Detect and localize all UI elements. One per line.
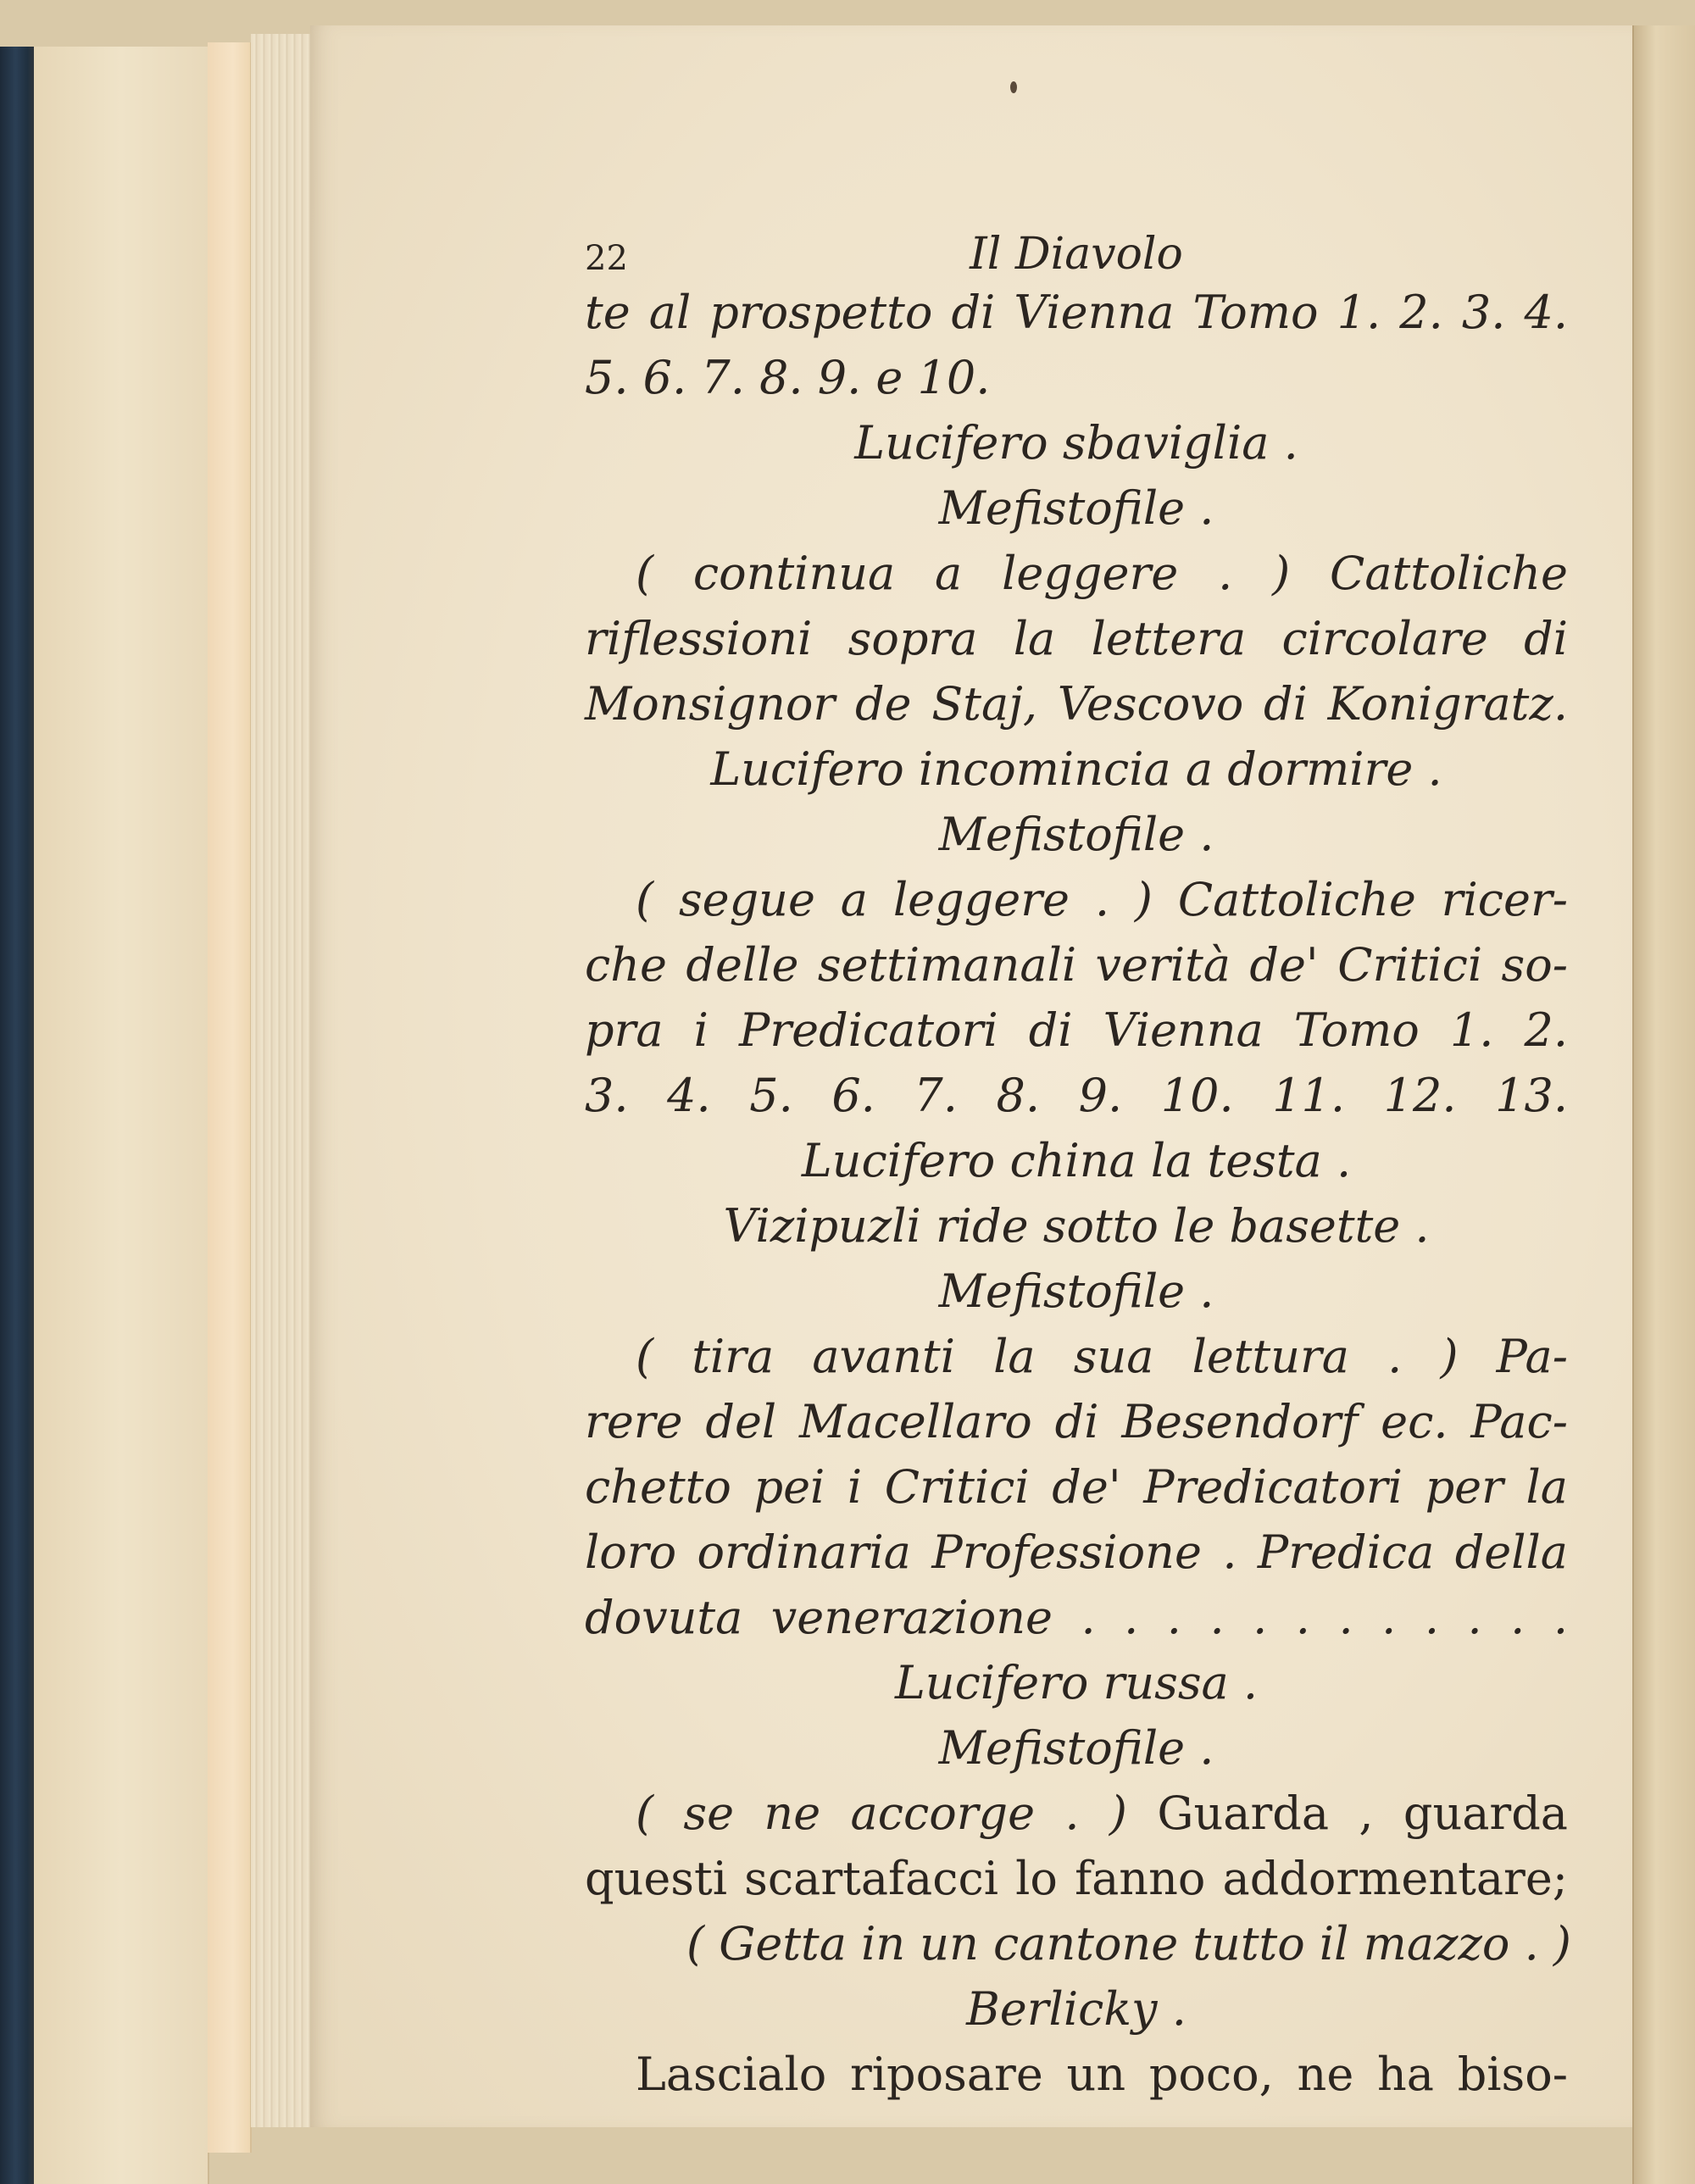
text-line: Lucifero russa . xyxy=(894,1656,1259,1709)
flyleaf-edge xyxy=(208,42,252,2153)
text-line: Mefistofile . xyxy=(938,808,1214,861)
text-line: Berlicky . xyxy=(966,1982,1186,2036)
page-text xyxy=(585,229,1571,2107)
text-line: Monsignor de Staj, Vescovo di Konigratz. xyxy=(585,677,1568,731)
text-line: Lucifero sbaviglia . xyxy=(854,416,1298,470)
ink-speck xyxy=(1010,81,1017,93)
spoken-text: Guarda , guarda xyxy=(1126,1787,1568,1840)
text-line: 5. 6. 7. 8. 9. e 10. xyxy=(585,351,991,404)
text-line xyxy=(585,1781,1568,1846)
running-head: Il Diavolo xyxy=(970,229,1183,280)
text-line: Lascialo riposare un poco, ne ha biso- xyxy=(636,2048,1568,2101)
text-line: Lucifero china la testa . xyxy=(801,1134,1352,1187)
text-lines xyxy=(585,280,1571,2107)
text-line: Lucifero incomincia a dormire . xyxy=(710,742,1442,796)
text-line: riflessioni sopra la lettera circolare di xyxy=(585,612,1568,665)
text-line: questi scartafacci lo fanno addormentare; xyxy=(585,1852,1568,1905)
text-line: te al prospetto di Vienna Tomo 1. 2. 3. 4. xyxy=(585,286,1568,339)
page-edges xyxy=(251,34,311,2127)
text-line: pra i Predicatori di Vienna Tomo 1. 2. xyxy=(585,1003,1568,1057)
text-line: rere del Macellaro di Besendorf ec. Pac- xyxy=(585,1395,1568,1448)
page-header xyxy=(585,229,1568,280)
flyleaf xyxy=(34,47,209,2184)
text-line: Vizipuzli ride sotto le basette . xyxy=(723,1199,1430,1253)
text-line: ( Getta in un cantone tutto il mazzo . ) xyxy=(686,1917,1571,1970)
text-line: loro ordinaria Professione . Predica della xyxy=(585,1525,1568,1579)
text-line: chetto pei i Critici de' Predicatori per la xyxy=(585,1460,1568,1514)
text-line: Mefistofile . xyxy=(938,1264,1214,1318)
stage-direction: ( se ne accorge . ) xyxy=(636,1787,1127,1840)
text-line: Mefistofile . xyxy=(938,1721,1214,1775)
next-page-edge xyxy=(1632,25,1695,2184)
text-line: che delle settimanali verità de' Critici so- xyxy=(585,938,1568,992)
text-line: ( continua a leggere . ) Cattoliche xyxy=(636,547,1568,600)
text-line: ( segue a leggere . ) Cattoliche ricer- xyxy=(636,873,1568,926)
page-number: 22 xyxy=(585,239,628,278)
text-line: ( tira avanti la sua lettura . ) Pa- xyxy=(636,1330,1568,1383)
text-line: 3. 4. 5. 6. 7. 8. 9. 10. 11. 12. 13. xyxy=(585,1069,1568,1122)
text-line: Mefistofile . xyxy=(938,481,1214,535)
text-line: dovuta venerazione . . . . . . . . . . . . xyxy=(585,1591,1568,1644)
